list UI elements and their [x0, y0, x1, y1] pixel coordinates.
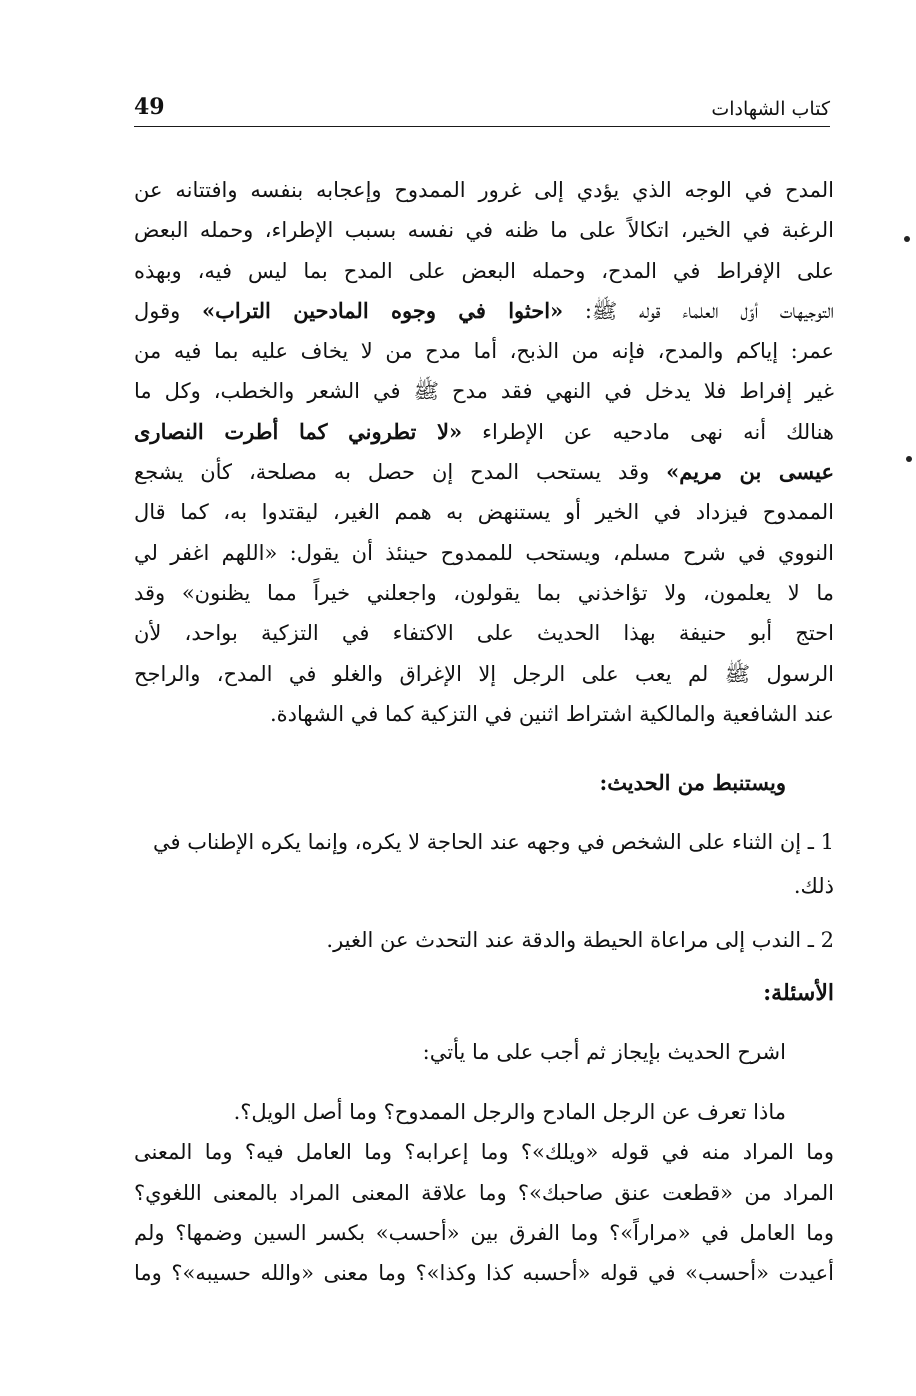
hadith-quote: «لا تطروني كما أطرت النصارى — [134, 418, 463, 444]
text-line — [134, 291, 834, 331]
margin-mark — [904, 236, 910, 242]
deduction-item: 1 ـ إن الثناء على الشخص في وجهه عند الحاجة لا يكره، وإنما يكره الإطناب في ذلك. — [153, 830, 834, 898]
margin-mark — [906, 456, 912, 462]
text-segment: وقد يستحب المدح إن حصل به مصلحة، كأن يشجع — [134, 460, 667, 485]
text-line: النووي في شرح مسلم، ويستحب للممدوح حينئذ أن يقول: «اللهم اغفر لي — [134, 540, 834, 565]
questions-paragraph — [134, 1092, 834, 1293]
text-line: على الإفراط في المدح، وحمله البعض على المدح بما ليس فيه، وبهذه — [134, 258, 834, 283]
hadith-quote: عيسى بن مريم» — [666, 459, 834, 485]
text-segment: هنالك أنه نهى مادحيه عن الإطراء — [462, 419, 834, 444]
text-line: المدح في الوجه الذي يؤدي إلى غرور الممدوح وإعجابه بنفسه وافتتانه عن — [134, 178, 834, 202]
page-number: 49 — [134, 94, 165, 120]
text-line: عند الشافعية والمالكية اشتراط اثنين في التزكية كما في الشهادة. — [270, 701, 834, 726]
text-line: الممدوح فيزداد في الخير أو يستنهض به همم الغير، ليقتدوا به، كما قال — [134, 500, 834, 525]
running-header — [134, 92, 830, 127]
text-line: وما المراد منه في قوله «ويلك»؟ وما إعرابه؟ وما العامل فيه؟ وما المعنى — [134, 1140, 834, 1165]
text-line: المراد من «قطعت عنق صاحبك»؟ وما علاقة المعنى المراد بالمعنى اللغوي؟ — [134, 1180, 834, 1205]
text-line: الرسول ﷺ لم يعب على الرجل إلا الإغراق والغلو في المدح، والراجح — [134, 661, 834, 686]
text-line: عمر: إياكم والمدح، فإنه من الذبح، أما مدح من لا يخاف عليه بما فيه من — [134, 339, 834, 364]
text-line: وما العامل في «مراراً»؟ وما الفرق بين «أحسب» بكسر السين وضمها؟ ولم — [134, 1220, 834, 1245]
commentary-paragraph — [134, 170, 834, 734]
text-line: احتج أبو حنيفة بهذا الحديث على الاكتفاء في التزكية بواحد، لأن — [134, 621, 834, 646]
deduction-heading: ويستنبط من الحديث: — [599, 770, 786, 795]
text-segment: وقول — [134, 298, 202, 323]
text-line — [134, 412, 834, 452]
text-line: أعيدت «أحسب» في قوله «أحسبه كذا وكذا»؟ وما معنى «والله حسيبه»؟ وما — [134, 1261, 834, 1286]
questions-instruction: اشرح الحديث بإيجاز ثم أجب على ما يأتي: — [422, 1040, 786, 1064]
hadith-quote: «احثوا في وجوه المادحين التراب» — [202, 297, 564, 323]
text-line — [134, 452, 834, 492]
chapter-title: كتاب الشهادات — [711, 98, 830, 120]
questions-heading: الأسئلة: — [763, 980, 834, 1006]
text-line: ماذا تعرف عن الرجل المادح والرجل الممدوح؟ وما أصل الويل؟. — [233, 1100, 786, 1124]
deduction-item: 2 ـ الندب إلى مراعاة الحيطة والدقة عند التحدث عن الغير. — [326, 928, 834, 952]
text-line: الرغبة في الخير، اتكالاً على ما ظنه في نفسه بسبب الإطراء، وحمله البعض — [134, 218, 834, 243]
text-segment: التوجيهات أوّل العلماء قوله ﷺ: — [563, 298, 834, 323]
text-line: غير إفراط فلا يدخل في النهي فقد مدح ﷺ في الشعر والخطب، وكل ما — [134, 379, 834, 404]
text-line: ما لا يعلمون، ولا تؤاخذني بما يقولون، واجعلني خيراً مما يظنون» وقد — [134, 580, 834, 605]
